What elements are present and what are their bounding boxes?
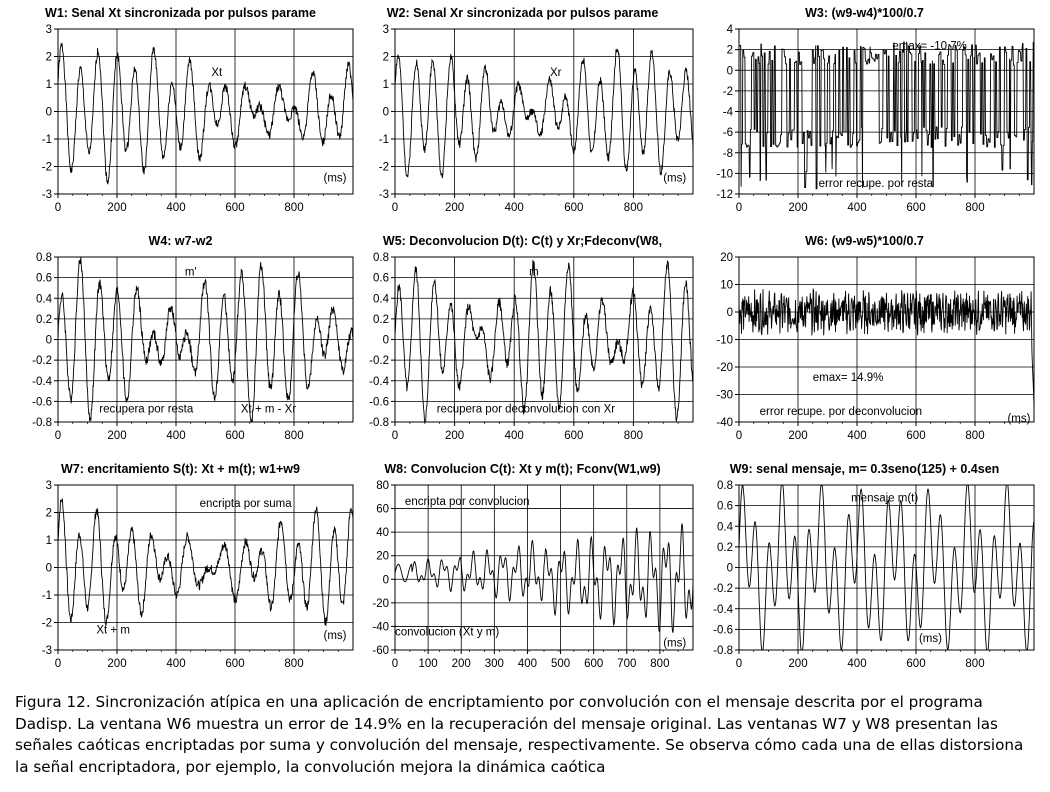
y-tick-label: -20 [372,597,389,610]
chart-svg [692,228,1037,453]
chart-annotation: m' [184,266,197,279]
chart-title: W8: Convolucion C(t): Xt y m(t); Fconv(W1,w9) [384,462,661,476]
chart-annotation: error recupe. por deconvolucion [759,406,923,419]
chart-annotation: m [529,266,539,279]
y-tick-label: -0.8 [369,417,389,429]
figure-caption: Figura 12. Sincronización atípica en una aplicación de encriptamiento por convolución con el mensaje descrita por el programa Dadisp. La ventana W6 muestra un error de 14.9% en la recuperación del mensaje original. Las ventanas W7 y W8 presentan las señales caóticas encriptadas por suma y convolución del mensaje, respectivamente. Se observa cómo cada una de ellas distorsiona la señal encriptadora, por ejemplo, la convolución mejora la dinámica caótica [15,693,1024,776]
chart-svg [692,0,1037,225]
chart-svg [8,228,353,453]
x-tick-label: 800 [965,658,985,670]
y-tick-label: 0.4 [373,293,389,306]
y-tick-label: -1 [378,134,389,146]
x-tick-label: 800 [650,658,670,670]
chart-annotation: Xt + m - Xr [240,403,297,416]
y-tick-label: 0.8 [373,252,389,264]
y-tick-label: 0 [45,562,52,575]
y-tick-label: 1 [382,79,389,91]
x-tick-label: 800 [623,430,643,442]
y-tick-label: 0 [726,307,733,319]
x-tick-label: 400 [517,658,538,670]
x-tick-label: 200 [445,202,465,214]
chart-annotation: error recupe. por resta [818,177,934,190]
y-tick-label: 0 [726,562,733,575]
y-tick-label: -0.8 [713,645,733,657]
y-tick-label: 0.8 [36,252,52,264]
signal-line [739,289,1034,405]
x-tick-label: 800 [623,202,643,214]
x-tick-label: 600 [564,430,584,442]
chart-annotation: encripta por suma [199,498,292,510]
x-tick-label: 0 [54,658,62,670]
x-tick-label: 400 [847,430,867,442]
y-tick-label: 0 [382,334,389,347]
chart-panel-w7 [8,456,353,681]
y-tick-label: 0 [382,574,389,587]
y-tick-label: 1 [45,79,52,91]
y-tick-label: 40 [376,527,389,540]
x-tick-label: 200 [107,430,127,442]
x-tick-label: 600 [906,430,926,442]
chart-panel-w9 [692,456,1037,681]
y-tick-label: -12 [716,189,733,201]
chart-annotation: mensaje m(t) [851,492,919,505]
y-tick-label: 0.2 [717,541,733,554]
chart-annotation: (ms) [663,637,687,650]
x-tick-label: 400 [166,430,186,442]
y-tick-label: -8 [722,147,733,160]
x-tick-label: 600 [225,430,245,442]
x-tick-label: 0 [735,658,743,670]
y-tick-label: 0.8 [717,480,733,492]
x-tick-label: 800 [284,430,304,442]
x-tick-label: 600 [906,202,926,214]
y-tick-label: -0.4 [32,375,52,388]
y-tick-label: -40 [372,621,389,634]
x-tick-label: 700 [617,658,637,670]
chart-annotation: Xr [549,66,562,79]
chart-title: W4: w7-w2 [148,234,213,248]
y-tick-label: -1 [41,590,52,602]
y-tick-label: -3 [41,645,52,657]
y-tick-label: -0.4 [713,603,733,616]
y-tick-label: -40 [716,417,733,429]
y-tick-label: 2 [45,51,52,64]
x-tick-label: 200 [445,430,465,442]
chart-annotation: emax= 14.9% [812,371,884,384]
y-tick-label: -0.2 [713,583,733,596]
chart-panel-w6 [692,228,1037,453]
y-tick-label: -3 [378,189,389,201]
x-tick-label: 400 [166,202,186,214]
x-tick-label: 0 [54,430,62,442]
y-tick-label: -0.4 [369,375,389,388]
chart-panel-w4 [8,228,353,453]
x-tick-label: 200 [788,202,808,214]
chart-panel-w1 [8,0,353,225]
x-tick-label: 200 [451,658,471,670]
y-tick-label: -0.6 [713,624,733,637]
chart-svg [692,456,1037,681]
chart-annotation: (ms) [323,172,347,185]
chart-panel-w5 [350,228,695,453]
x-tick-label: 800 [965,430,985,442]
y-tick-label: 4 [726,24,733,36]
chart-title: W2: Senal Xr sincronizada por pulsos parame [386,6,659,20]
y-tick-label: -0.6 [369,396,389,409]
y-tick-label: -2 [378,161,389,174]
x-tick-label: 0 [391,430,399,442]
x-tick-label: 400 [504,430,524,442]
y-tick-label: 10 [720,279,733,292]
y-tick-label: 0.6 [36,272,52,285]
y-tick-label: 0.4 [36,293,52,306]
x-tick-label: 200 [107,202,127,214]
x-tick-label: 0 [391,202,399,214]
y-tick-label: -2 [41,161,52,174]
chart-title: W7: encritamiento S(t): Xt + m(t); w1+w9 [61,462,300,476]
y-tick-label: -6 [722,127,733,140]
chart-annotation: convolucion (Xt y m) [395,626,500,639]
y-tick-label: 0 [45,106,52,119]
x-tick-label: 600 [225,658,245,670]
chart-title: W3: (w9-w4)*100/0.7 [805,6,924,20]
y-tick-label: 3 [382,24,389,36]
chart-annotation: recupera por deconvolucion con Xr [436,403,616,416]
chart-svg [350,228,695,453]
y-tick-label: 2 [45,507,52,520]
chart-title: W5: Deconvolucion D(t): C(t) y Xr;Fdeconv(W8, [382,234,663,248]
chart-svg [8,0,353,225]
y-tick-label: 0 [726,65,733,78]
chart-annotation: (ms) [1007,413,1031,425]
x-tick-label: 0 [54,202,62,214]
signal-line [395,49,693,178]
chart-title: W6: (w9-w5)*100/0.7 [805,234,924,248]
y-tick-label: -20 [716,362,733,374]
x-tick-label: 600 [906,658,926,670]
chart-annotation: Xt + m [96,624,130,637]
chart-annotation: Xt [211,66,223,79]
y-tick-label: 60 [376,503,389,516]
x-tick-label: 0 [735,202,743,214]
chart-title: W9: senal mensaje, m= 0.3seno(125) + 0.4sen [729,462,1000,476]
chart-annotation: (ms) [663,172,687,185]
x-tick-label: 400 [504,202,524,214]
chart-annotation: (ms) [323,630,347,642]
x-tick-label: 600 [584,658,604,670]
x-tick-label: 200 [107,658,127,670]
y-tick-label: 0.4 [717,521,733,534]
x-tick-label: 800 [284,202,304,214]
x-tick-label: 800 [965,202,985,214]
chart-annotation: encripta por convolucion [404,495,530,508]
x-tick-label: 600 [564,202,584,214]
y-tick-label: -0.8 [32,417,52,429]
chart-panel-w3 [692,0,1037,225]
x-tick-label: 100 [418,658,438,670]
y-tick-label: 0.2 [36,313,52,326]
y-tick-label: 80 [376,480,389,492]
x-tick-label: 400 [166,658,186,670]
x-tick-label: 200 [788,430,808,442]
y-tick-label: 3 [45,24,52,36]
y-tick-label: -0.6 [32,396,52,409]
y-tick-label: -1 [41,134,52,146]
y-tick-label: -60 [372,645,389,657]
signal-line [58,498,353,625]
y-tick-label: -3 [41,189,52,201]
y-tick-label: 20 [376,550,389,563]
signal-line [395,260,693,422]
y-tick-label: -10 [716,334,733,347]
x-tick-label: 400 [847,202,867,214]
signal-line [395,524,693,632]
y-tick-label: 20 [720,252,733,264]
y-tick-label: -2 [722,85,733,98]
chart-panel-w8 [350,456,695,681]
chart-panel-w2 [350,0,695,225]
x-tick-label: 300 [484,658,504,670]
x-tick-label: 200 [788,658,808,670]
y-tick-label: -10 [716,168,733,181]
x-tick-label: 0 [391,658,399,670]
y-tick-label: -0.2 [32,355,52,368]
y-tick-label: 0 [382,106,389,119]
signal-line [58,43,353,184]
y-tick-label: -30 [716,389,733,402]
chart-svg [350,0,695,225]
chart-svg [350,456,695,681]
x-tick-label: 400 [847,658,867,670]
chart-title: W1: Senal Xt sincronizada por pulsos parame [45,6,316,20]
y-tick-label: 0.6 [373,272,389,285]
y-tick-label: 0 [45,334,52,347]
signal-line [739,42,1034,189]
x-tick-label: 500 [550,658,571,670]
chart-annotation: emax= -10.7% [892,40,967,53]
y-tick-label: 2 [382,51,389,64]
y-tick-label: 1 [45,535,52,547]
y-tick-label: -4 [722,106,733,119]
chart-annotation: (ms) [918,632,942,645]
y-tick-label: -2 [41,617,52,630]
y-tick-label: 0.2 [373,313,389,326]
y-tick-label: 3 [45,480,52,492]
y-tick-label: 2 [726,44,733,57]
y-tick-label: -0.2 [369,355,389,368]
chart-svg [8,456,353,681]
y-tick-label: 0.6 [717,500,733,513]
x-tick-label: 600 [225,202,245,214]
chart-annotation: recupera por resta [99,403,194,416]
x-tick-label: 800 [284,658,304,670]
x-tick-label: 0 [735,430,743,442]
